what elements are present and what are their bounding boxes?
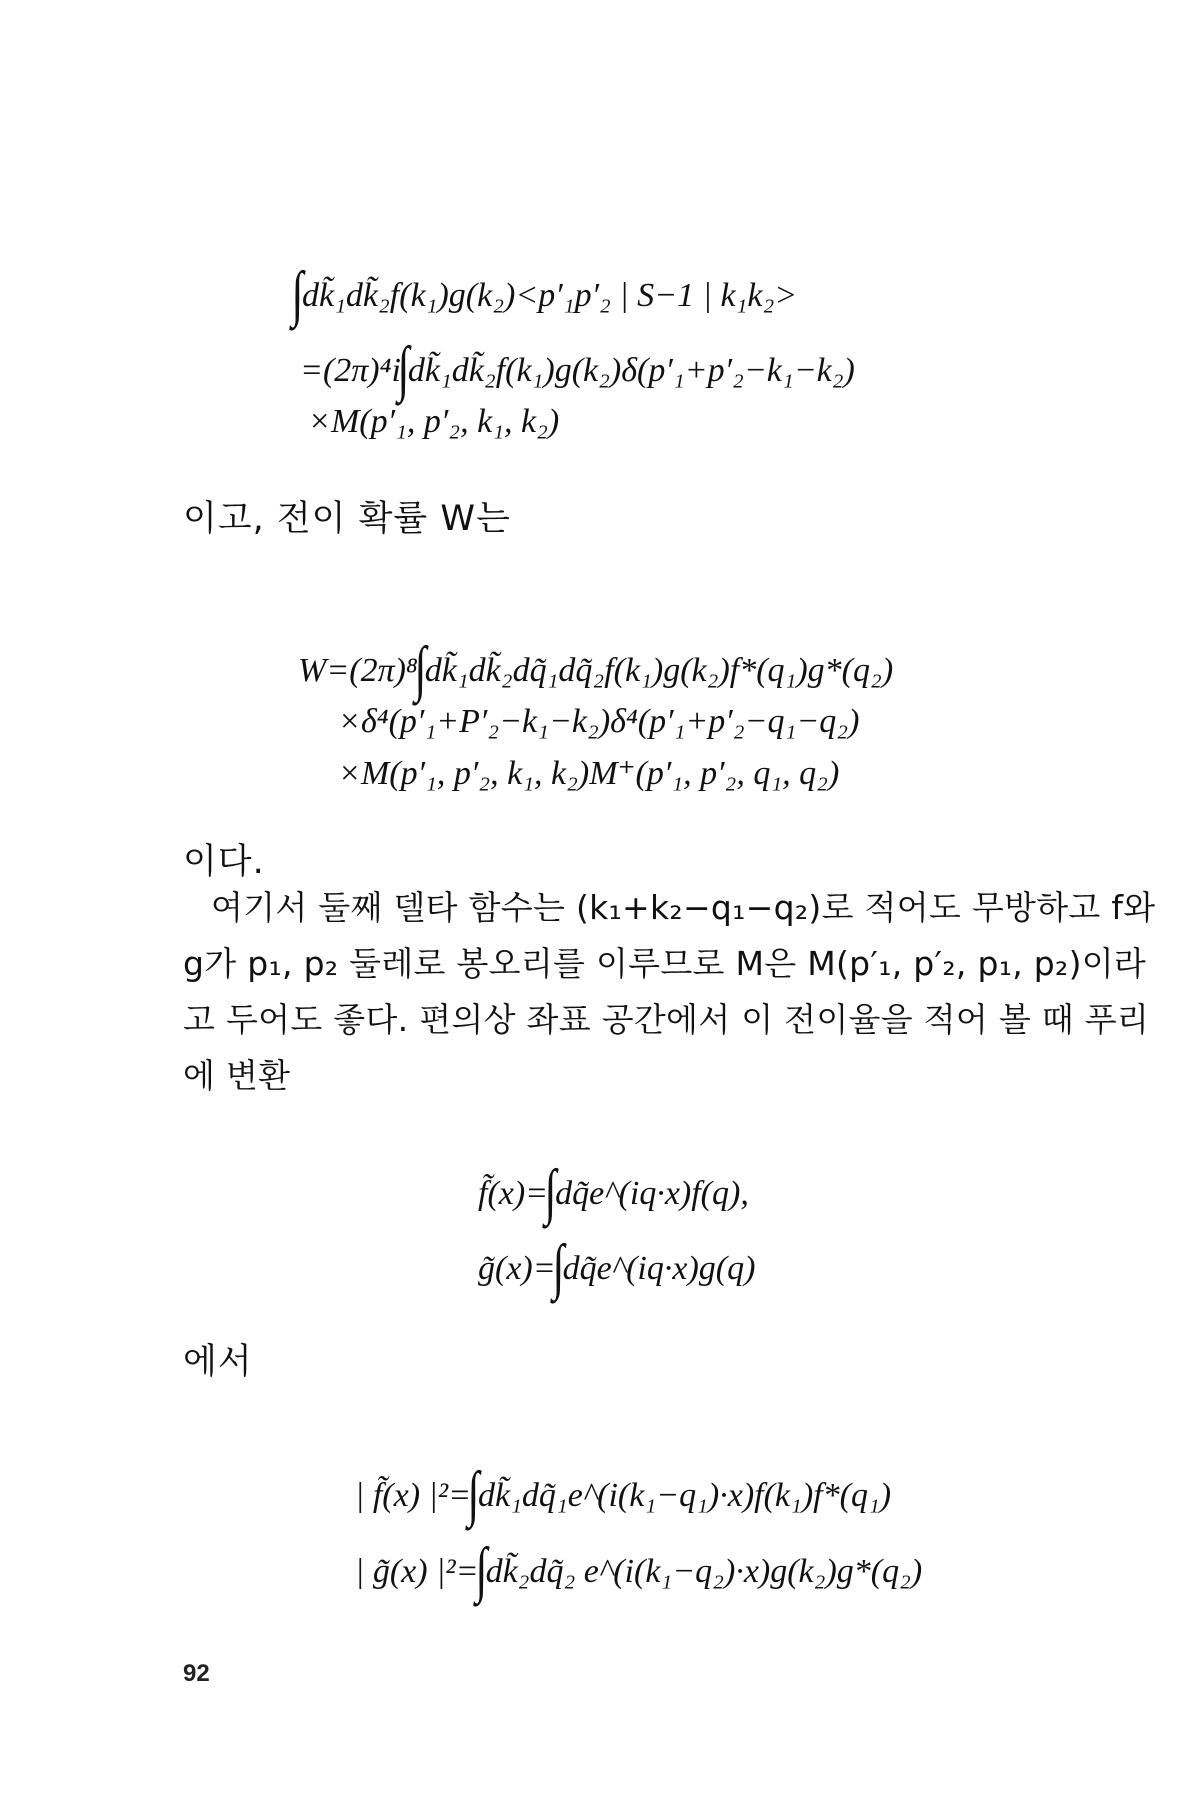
- paragraph-line: g가 p₁, p₂ 둘레로 봉오리를 이루므로 M은 M(p′₁, p′₂, p₁, p₂)이라: [183, 944, 1147, 983]
- equation-fourier-g: g̃(x)=∫dq̃e^(iq·x)g(q): [478, 1233, 756, 1301]
- equation-w-line3: ×M(p′₁, p′₂, k₁, k₂)M⁺(p′₁, p′₂, q₁, q₂): [338, 755, 840, 792]
- equation-abs-g: | g̃(x) |²=∫dk̃₂dq̃₂ e^(i(k₁−q₂)·x)g(k₂)g*(q₂): [355, 1536, 923, 1604]
- equation-s-matrix-line2: =(2π)⁴i∫dk̃₁dk̃₂f(k₁)g(k₂)δ(p′₁+p′₂−k₁−k₂): [300, 335, 855, 403]
- equation-s-matrix-line3: ×M(p′₁, p′₂, k₁, k₂): [308, 403, 560, 440]
- eseo-text: 에서: [183, 1342, 253, 1382]
- equation-fourier-f: f̃(x)=∫dq̃e^(iq·x)f(q),: [478, 1158, 749, 1226]
- equation-w-line2: ×δ⁴(p′₁+P′₂−k₁−k₂)δ⁴(p′₁+p′₂−q₁−q₂): [338, 703, 860, 740]
- page-number: 92: [183, 1660, 210, 1687]
- paragraph-line: 여기서 둘째 델타 함수는 (k₁+k₂−q₁−q₂)로 적어도 무방하고 f와: [211, 888, 1156, 927]
- equation-w-line1: W=(2π)⁸∫dk̃₁dk̃₂dq̃₁dq̃₂f(k₁)g(k₂)f*(q₁)g*(q₂): [298, 635, 894, 703]
- ida-text: 이다.: [183, 842, 265, 882]
- paragraph-line: 고 두어도 좋다. 편의상 좌표 공간에서 이 전이율을 적어 볼 때 푸리: [183, 1000, 1150, 1039]
- transition-probability-intro: 이고, 전이 확률 W는: [183, 499, 511, 539]
- paragraph: [183, 880, 1155, 1104]
- equation-abs-f: | f̃(x) |²=∫dk̃₁dq̃₁e^(i(k₁−q₁)·x)f(k₁)f*(q₁): [355, 1460, 892, 1528]
- equation-s-matrix-line1: ∫dk̃₁dk̃₂f(k₁)g(k₂)<p′₁p′₂ | S−1 | k₁k₂>: [291, 260, 798, 328]
- paragraph-line: 에 변환: [183, 1056, 291, 1095]
